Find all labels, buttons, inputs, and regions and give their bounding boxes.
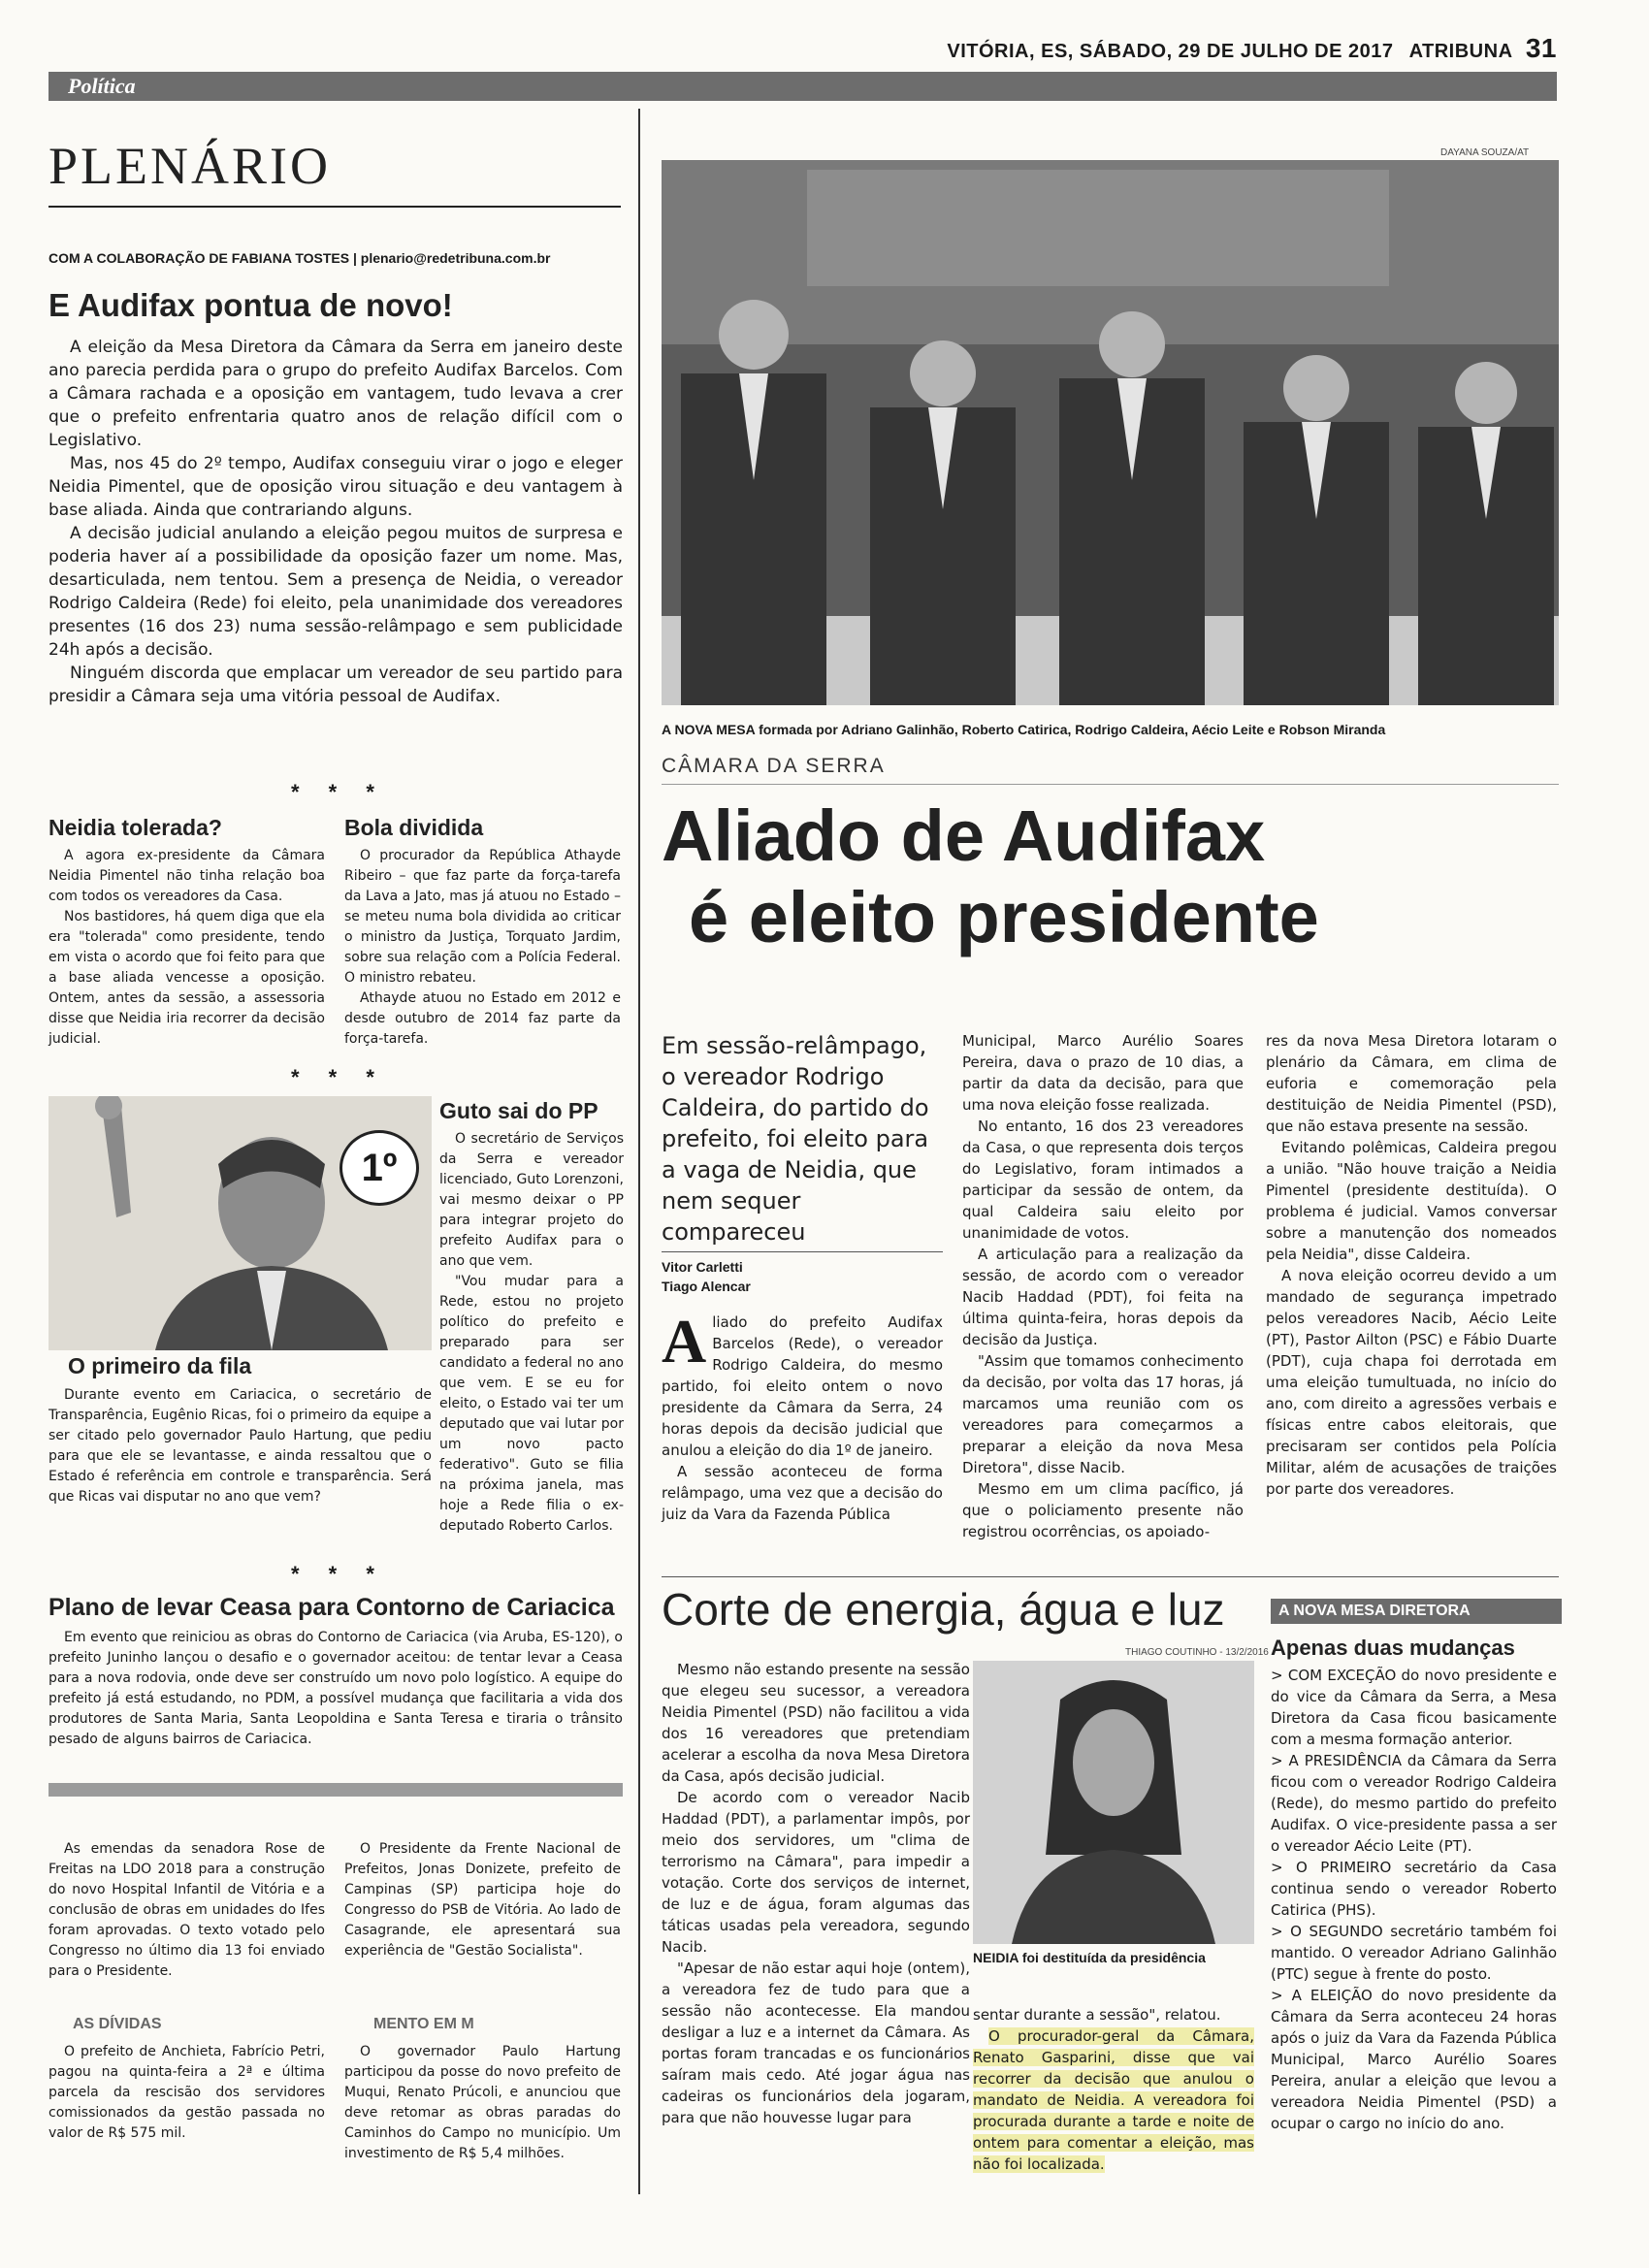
main-photo: [662, 160, 1559, 705]
neidia-caption: [973, 1950, 1254, 1965]
paragraph: Mesmo não estando presente na sessão que elegeu seu sucessor, a vereadora Neidia Pimentel (PSD) não facilitou a vida dos 16 vereadores que pretendiam acelerar a escolha da nova Mesa Diretora da Casa, após decisão judicial.: [662, 1661, 970, 1785]
separator-stars: * * *: [291, 1065, 386, 1089]
note-dividas: [48, 2042, 325, 2144]
paragraph: O Presidente da Frente Nacional de Prefeitos, Jonas Donizete, prefeito de Campinas (SP) participa hoje do Congresso do PSB de Vitória. Ao lado de Casagrande, ele apresentará sua experiência de "Gestão Socialista".: [344, 1841, 621, 1959]
paper-name: ATRIBUNA: [1408, 41, 1512, 62]
note-hartung: [344, 2042, 621, 2164]
guto-headline: Guto sai do PP: [439, 1098, 598, 1123]
guto-photo: [48, 1096, 432, 1350]
dateline: VITÓRIA, ES, SÁBADO, 29 DE JULHO DE 2017: [947, 41, 1394, 62]
paragraph: O prefeito de Anchieta, Fabrício Petri, pagou na quinta-feira a 2ª e última parcela da rescisão dos servidores comissionados da gestão passada no valor de R$ 575 mil.: [48, 2044, 325, 2141]
story-kicker: CÂMARA DA SERRA: [662, 755, 886, 777]
paragraph: A decisão judicial anulando a eleição pegou muitos de surpresa e poderia haver aí a possibilidade da oposição fazer um nome. Mas, desarticulada, nem tentou. Sem a presença de Neidia, o vereador Rodrigo Caldeira (Rede) foi eleito, pela unanimidade dos vereadores presentes (16 dos 23) numa sessão-relâmpago e sem publicidade 24h após a decisão.: [48, 524, 623, 660]
badge-label: 1º: [361, 1147, 398, 1189]
column-title-rule: [48, 206, 621, 208]
column-divider: [638, 109, 640, 2194]
paragraph: A sessão aconteceu de forma relâmpago, uma vez que a decisão do juiz da Vara da Fazenda Pública: [662, 1463, 943, 1523]
author: Vitor Carletti: [662, 1259, 743, 1275]
main-photo-caption: [662, 722, 1559, 737]
section-bar: [48, 72, 1557, 101]
paragraph: Evitando polêmicas, Caldeira pregou a união. "Não houve traição a Neidia Pimentel (presidente destituída). O problema é judicial. Vamos conversar sobre a manutenção dos nomeados pela Neidia", disse Caldeira.: [1266, 1139, 1557, 1263]
note-frente: [344, 1839, 621, 1961]
story-col-2: [962, 1030, 1244, 1542]
corte-photo-credit: THIAGO COUTINHO - 13/2/2016: [1125, 1647, 1269, 1658]
byline: [662, 1257, 751, 1296]
bola-headline: Bola dividida: [344, 815, 484, 840]
corte-col-2: [973, 2004, 1254, 2175]
corte-headline: Corte de energia, água e luz: [662, 1584, 1225, 1635]
kicker-rule: [662, 784, 1559, 785]
note-mento-head: MENTO EM M: [373, 2016, 474, 2032]
note-dividas-head: AS DÍVIDAS: [73, 2016, 162, 2032]
paragraph: Athayde atuou no Estado em 2012 e desde outubro de 2014 faz parte da força-tarefa.: [344, 990, 621, 1047]
title-line: é eleito presidente: [689, 877, 1319, 957]
paragraph: Municipal, Marco Aurélio Soares Pereira, dava o prazo de 10 dias, a partir da data da decisão, para que uma nova eleição fosse realizada.: [962, 1032, 1244, 1114]
paragraph: Ninguém discorda que emplacar um vereador de seu partido para presidir a Câmara seja uma vitória pessoal de Audifax.: [48, 664, 623, 706]
notes-band: [48, 1783, 623, 1797]
column-title: PLENÁRIO: [48, 137, 331, 195]
paragraph: Mas, nos 45 do 2º tempo, Audifax conseguiu virar o jogo e eleger Neidia Pimentel, que de oposição virou situação e deu vantagem à base aliada. Ainda que contrariando alguns.: [48, 454, 623, 520]
photo-credit: DAYANA SOUZA/AT: [1440, 147, 1530, 158]
group-photo-illustration: [662, 160, 1559, 705]
story-title: [662, 795, 1559, 958]
story-deck: Em sessão-relâmpago, o vereador Rodrigo Caldeira, do partido do prefeito, foi eleito para a vaga de Neidia, que nem sequer compareceu: [662, 1032, 929, 1246]
paragraph: Nos bastidores, há quem diga que ela era "tolerada" como presidente, tendo em vista o acordo que foi feito para que a base aliada vencesse a oposição. Ontem, antes da sessão, a assessoria disse que Neidia iria recorrer da decisão judicial.: [48, 909, 325, 1047]
section-label: Política: [68, 74, 136, 98]
paragraph: Durante evento em Cariacica, o secretário de Transparência, Eugênio Ricas, foi o primeiro da equipe a ser citado pelo governador Paulo Hartung, que pediu para que ele se levantasse, e ainda ressaltou que o Estado é referência em controle e transparência. Será que Ricas vai disputar no ano que vem?: [48, 1387, 432, 1505]
mesa-list: [1271, 1665, 1557, 2134]
paragraph: A articulação para a realização da sessão, de acordo com o vereador Nacib Haddad (PDT), foi feita na última quinta-feira, horas depois da decisão da Justiça.: [962, 1246, 1244, 1348]
page-number: 31: [1525, 33, 1557, 63]
neidia-photo: [973, 1661, 1254, 1944]
paragraph: O governador Paulo Hartung participou da posse do novo prefeito de Muqui, Renato Prúcoli, e anunciou que deve retomar as obras paradas do Caminhos do Campo no município. Um investimento de R$ 5,4 milhões.: [344, 2044, 621, 2161]
paragraph: "Vou mudar para a Rede, estou no projeto político do prefeito e preparado para ser candidato a federal no ano que vem. E se eu for eleito, o Estado vai ter um deputado que vai lutar por um novo pacto federativo". Guto se filia na próxima janela, mas hoje a Rede filia o ex-deputado Roberto Carlos.: [439, 1274, 624, 1534]
primeiro-headline: O primeiro da fila: [68, 1353, 252, 1378]
paragraph: De acordo com o vereador Nacib Haddad (PDT), a parlamentar impôs, por meio dos servidores, um "clima de terrorismo na Câmara", para impedir a votação. Corte dos serviços de internet, de luz e de água, foram algumas das táticas usadas pela vereadora, segundo Nacib.: [662, 1789, 970, 1956]
paragraph: "Assim que tomamos conhecimento da decisão, por volta das 17 horas, já marcamos uma reunião com os vereadores para começarmos a preparar a eleição da nova Mesa Diretora", disse Nacib.: [962, 1352, 1244, 1476]
ceasa-body: [48, 1628, 623, 1750]
plenario-headline: E Audifax pontua de novo!: [48, 287, 453, 323]
list-item: > COM EXCEÇÃO do novo presidente e do vice da Câmara da Serra, a Mesa Diretora da Casa ficou basicamente com a mesma formação anterior.: [1271, 1667, 1557, 1748]
paragraph: A agora ex-presidente da Câmara Neidia Pimentel não tinha relação boa com todos os vereadores da Casa.: [48, 848, 325, 904]
list-item: > A ELEIÇÃO do novo presidente da Câmara da Serra aconteceu 24 horas após o juiz da Vara da Fazenda Pública Municipal, Marco Aurélio Soares Pereira, anular a eleição que levou a vereadora Neidia Pimentel (PSD) a ocupar o cargo no início do ano.: [1271, 1987, 1557, 2132]
paragraph: [973, 2025, 1254, 2175]
highlighted-text: O procurador-geral da Câmara, Renato Gasparini, disse que vai recorrer da decisão que anulou o mandato de Neidia. A vereadora foi procurada durante a tarde e noite de ontem para comentar a eleição, mas não foi localizada.: [973, 2027, 1254, 2173]
paragraph: O secretário de Serviços da Serra e vereador licenciado, Guto Lorenzoni, vai mesmo deixar o PP para integrar projeto do prefeito Audifax para o ano que vem.: [439, 1131, 624, 1269]
ranking-badge: [340, 1130, 419, 1206]
ceasa-headline: Plano de levar Ceasa para Contorno de Cariacica: [48, 1594, 615, 1621]
caption-lead: A NOVA MESA: [662, 722, 756, 737]
paragraph: sentar durante a sessão", relatou.: [973, 2006, 1221, 2024]
list-item: > A PRESIDÊNCIA da Câmara da Serra ficou com o vereador Rodrigo Caldeira (Rede), do mesmo partido do prefeito Audifax. O vice-presidente passa a ser o vereador Aécio Leite (PT).: [1271, 1752, 1557, 1855]
story-col-1: [662, 1307, 943, 1525]
paragraph: No entanto, 16 dos 23 vereadores da Casa, o que representa dois terços do Legislativo, foram intimados a participar da sessão de ontem, da qual Caldeira saiu eleito por unanimidade de votos.: [962, 1118, 1244, 1242]
paragraph: Mesmo em um clima pacífico, já que o policiamento presente não registrou ocorrências, os apoiado-: [962, 1480, 1244, 1540]
caption-text: formada por Adriano Galinhão, Roberto Catirica, Rodrigo Caldeira, Aécio Leite e Robson Miranda: [755, 722, 1386, 737]
drop-cap: A: [662, 1307, 707, 1376]
primeiro-body: [48, 1385, 432, 1507]
byline-rule: [662, 1251, 943, 1252]
paragraph: A eleição da Mesa Diretora da Câmara da Serra em janeiro deste ano parecia perdida para o grupo do prefeito Audifax Barcelos. Com a Câmara rachada e a oposição em vantagem, tudo levava a crer que o prefeito enfrentaria quatro anos de relação difícil com o Legislativo.: [48, 338, 623, 450]
title-line: Aliado de Audifax: [662, 795, 1266, 876]
note-emendas: [48, 1839, 325, 1982]
paragraph: O procurador da República Athayde Ribeiro – que faz parte da força-tarefa da Lava a Jato, mas já atuou no Estado – se meteu numa bola dividida ao criticar o ministro da Justiça, Torquato Jardim, sobre sua relação com a Polícia Federal. O ministro rebateu.: [344, 848, 622, 986]
neidia-portrait: [973, 1661, 1254, 1944]
guto-body: [439, 1129, 624, 1537]
separator-stars: * * *: [291, 1562, 386, 1586]
paragraph: res da nova Mesa Diretora lotaram o plenário da Câmara, em clima de euforia e comemoração pela destituição de Neidia Pimentel (PSD), que não estava presente na sessão.: [1266, 1032, 1557, 1135]
list-item: > O SEGUNDO secretário também foi mantido. O vereador Adriano Galinhão (PTC) segue à frente do posto.: [1271, 1923, 1557, 1983]
mesa-box-header: A NOVA MESA DIRETORA: [1271, 1599, 1562, 1624]
author: Tiago Alencar: [662, 1279, 751, 1294]
corte-col-1: [662, 1659, 970, 2128]
mesa-headline: Apenas duas mudanças: [1271, 1636, 1515, 1660]
section-rule: [662, 1576, 1559, 1577]
page-header: [947, 33, 1557, 64]
paragraph: Em evento que reiniciou as obras do Contorno de Cariacica (via Aruba, ES-120), o prefeito Juninho lançou o desafio e o governador aceitou: de tentar levar a Ceasa para a nova rodovia, onde deve ser construído um novo polo logístico. A equipe do prefeito já está estudando, no PDM, a possível mudança que facilitaria a vida dos produtores de Santa Maria, Santa Leopoldina e Santa Teresa e tiraria o trânsito pesado de alguns bairros de Cariacica.: [48, 1630, 623, 1747]
paragraph: liado do prefeito Audifax Barcelos (Rede), o vereador Rodrigo Caldeira, do mesmo partido, foi eleito ontem o novo presidente da Câmara da Serra, 24 horas depois da decisão judicial que anulou a eleição do dia 1º de janeiro.: [662, 1313, 943, 1459]
paragraph: A nova eleição ocorreu devido a um mandado de segurança impetrado pelos vereadores Nacib, Aécio Leite (PT), Pastor Ailton (PSC) e Fábio Duarte (PDT), cuja chapa foi derrotada em uma eleição tumultuada, no início do ano, com direito a agressões verbais e físicas entre cabos eleitorais, que precisaram ser contidos pela Polícia Militar, além de acusações de traições por parte dos vereadores.: [1266, 1267, 1557, 1498]
paragraph: "Apesar de não estar aqui hoje (ontem), a vereadora fez de tudo para que a sessão não acontecesse. Ela mandou desligar a luz e a internet da Câmara. As portas foram trancadas e os funcionários saíram mais cedo. Até jogar água nas cadeiras os funcionários dela jogaram, para que não houvesse lugar para: [662, 1960, 970, 2126]
collab-line: COM A COLABORAÇÃO DE FABIANA TOSTES | plenario@redetribuna.com.br: [48, 250, 551, 266]
neidia-body: [48, 846, 325, 1050]
separator-stars: * * *: [291, 780, 386, 804]
caption-lead: NEIDIA: [973, 1950, 1018, 1965]
bola-body: [344, 846, 621, 1050]
story-col-3: [1266, 1030, 1557, 1500]
list-item: > O PRIMEIRO secretário da Casa continua sendo o vereador Roberto Catirica (PHS).: [1271, 1859, 1557, 1919]
caption-text: foi destituída da presidência: [1018, 1950, 1206, 1965]
neidia-headline: Neidia tolerada?: [48, 815, 222, 840]
plenario-body: [48, 336, 623, 708]
paragraph: As emendas da senadora Rose de Freitas na LDO 2018 para a construção do novo Hospital Infantil de Vitória e a conclusão de obras em unidades do Ifes foram aprovadas. O texto votado pelo Congresso no último dia 13 foi enviado para o Presidente.: [48, 1841, 325, 1979]
